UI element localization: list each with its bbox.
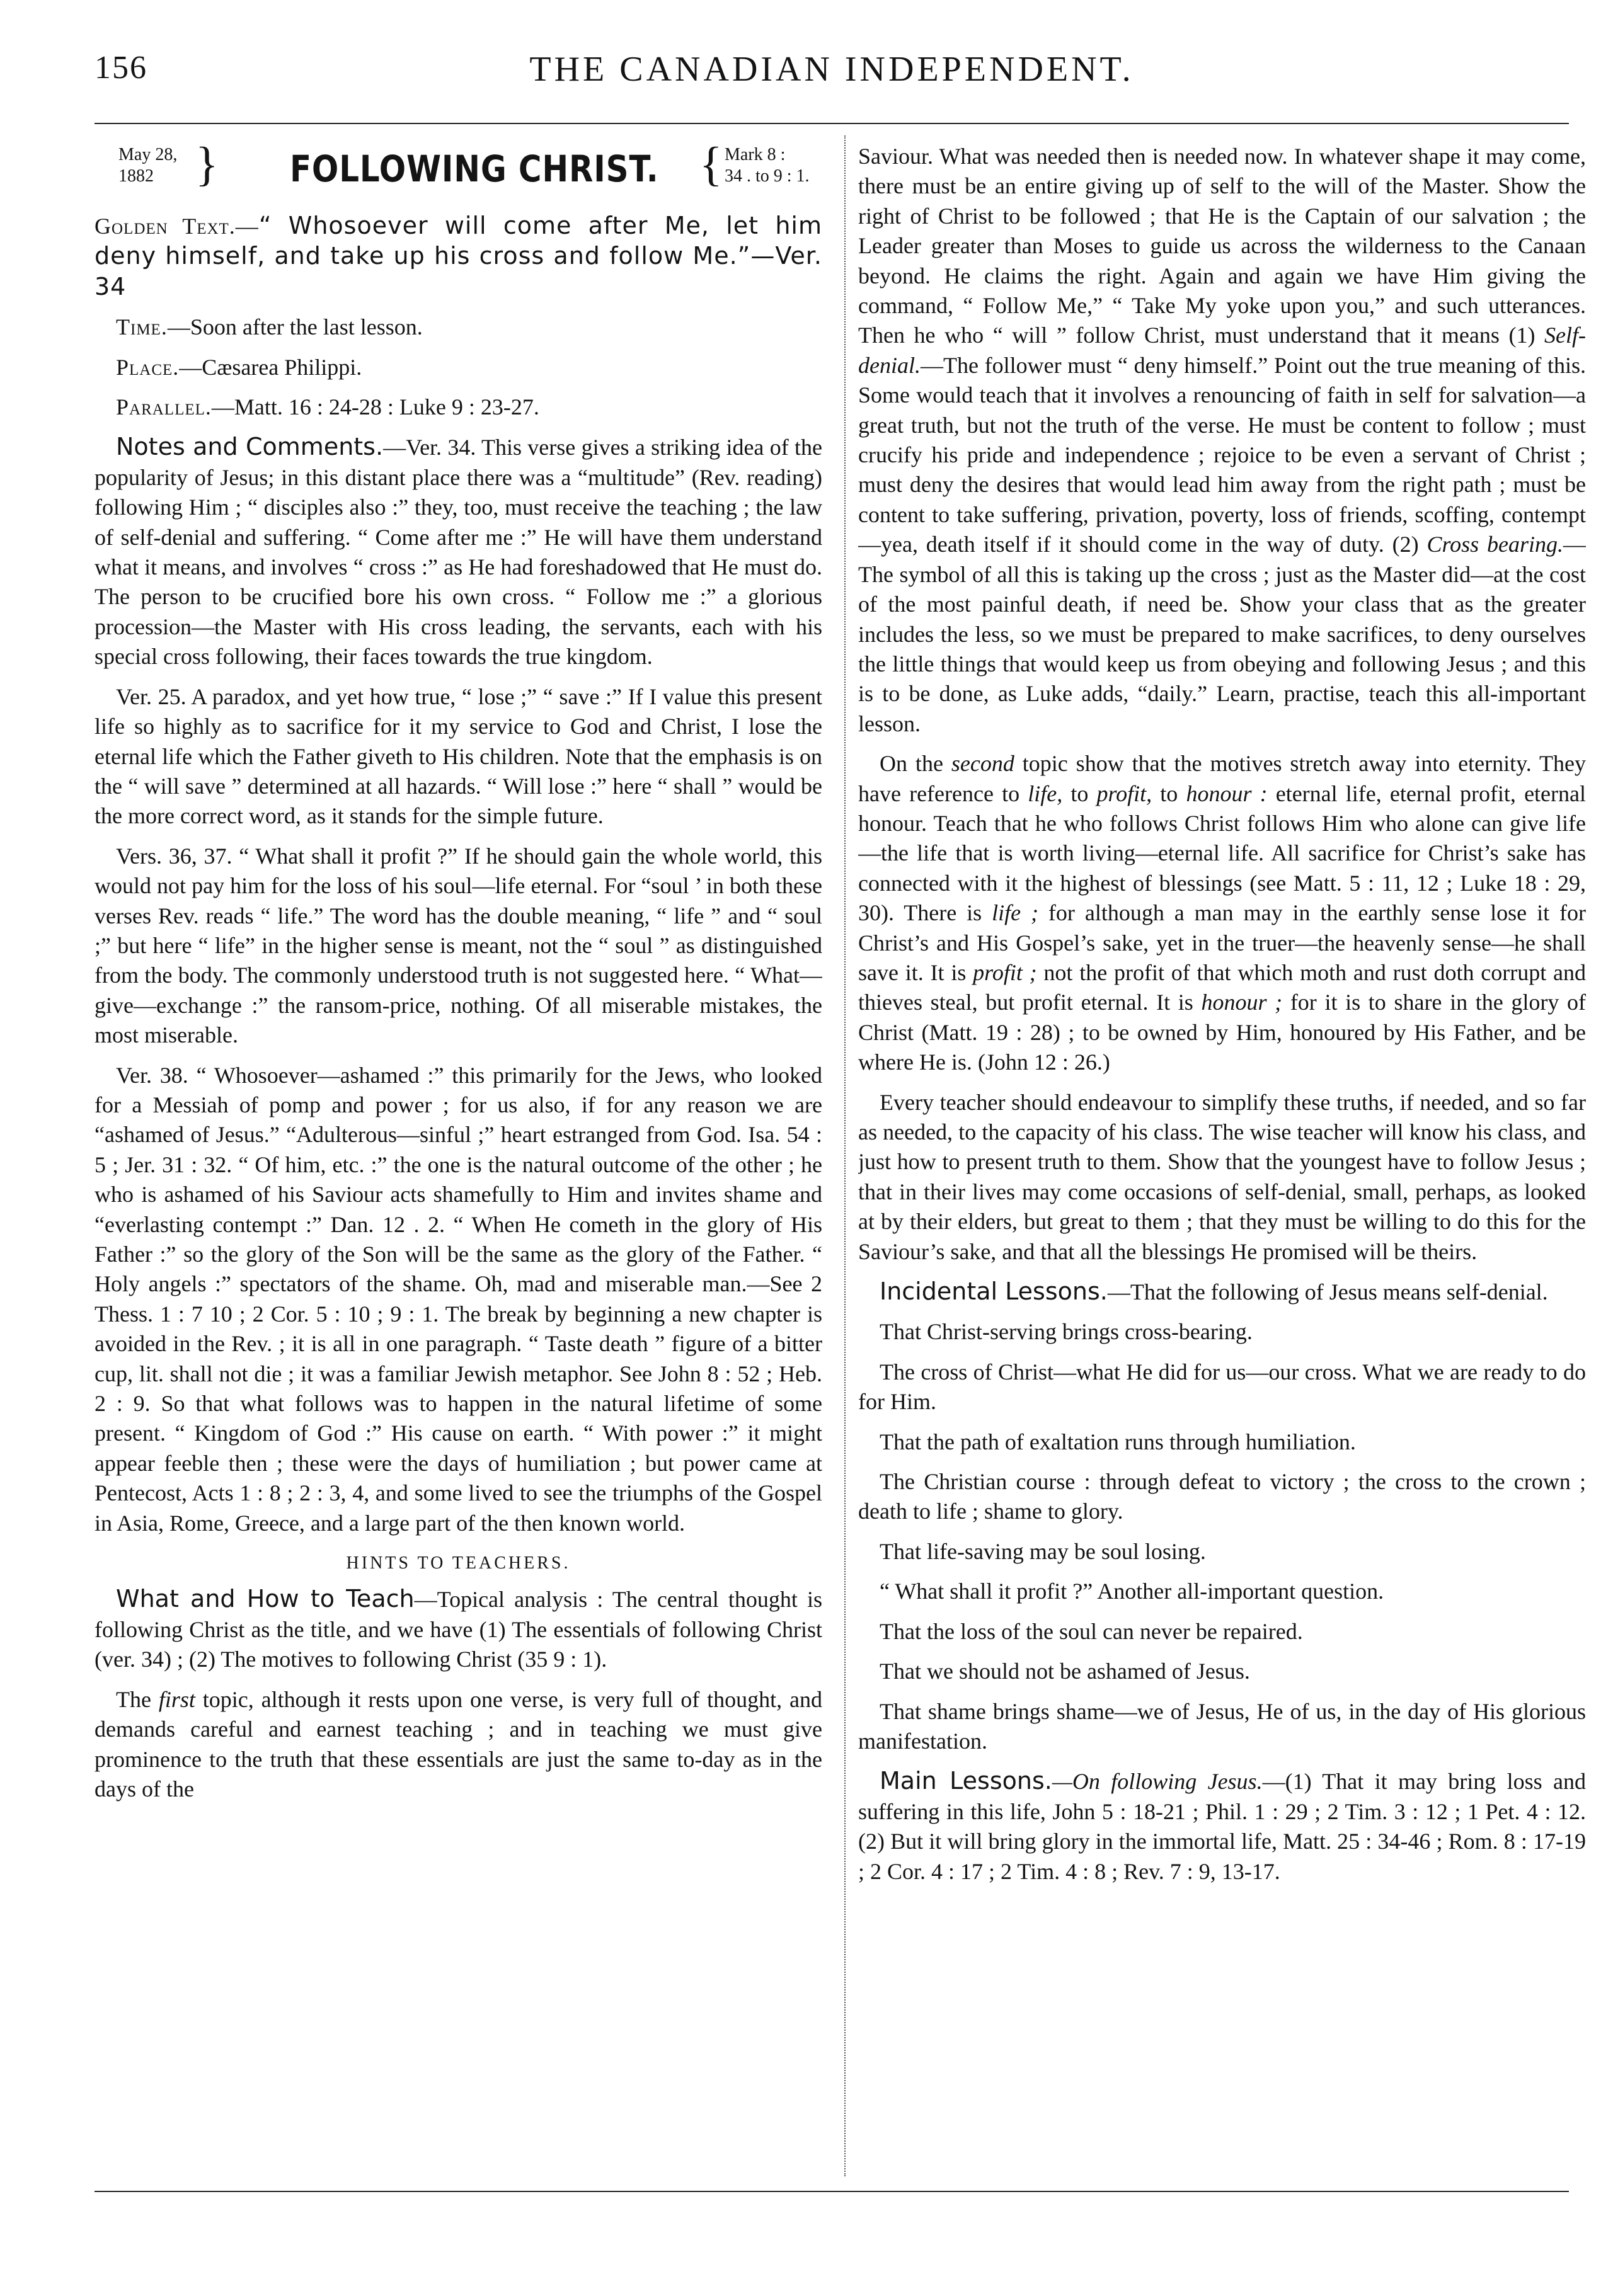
profit-em: profit,: [1096, 780, 1152, 806]
first-topic-pre: The: [116, 1686, 159, 1712]
time-label: Time.: [116, 314, 168, 340]
first-topic-text: topic, although it rests upon one verse, is very full of thought, and demands careful and earnest teaching ; and in teaching we must give prominence to the truth that these essentials are just the same to-day as in the days of the: [95, 1686, 822, 1802]
right-p2g: not the profit of that which moth and rust doth corrupt and thieves steal, but profit eternal. It is: [858, 959, 1586, 1015]
parallel-line: [95, 392, 822, 422]
page-number: 156: [95, 50, 147, 86]
time-text: —Soon after the last lesson.: [167, 314, 423, 340]
self-denial-em: Self-denial.: [858, 323, 1586, 378]
place-label: Place.: [116, 354, 180, 380]
list-item: “ What shall it profit ?” Another all-important question.: [880, 1579, 1384, 1604]
place-text: —Cæsarea Philippi.: [179, 354, 362, 380]
incidental-heading: Incidental Lessons.: [880, 1277, 1108, 1306]
lesson-ref-line1: Mark 8 :: [725, 145, 786, 164]
what-how-paragraph: [95, 1584, 822, 1674]
lesson-date: [118, 144, 177, 187]
golden-text: [95, 211, 822, 302]
main-lessons-text: —(1) That it may bring loss and suffering in this life, John 5 : 18-21 ; Phil. 1 : 29 ; 2 Tim. 3 : 12 ; 1 Pet. 4 : 12. (2) But it will bring glory in the immortal life, Matt. 25 : 34-46 ; Rom. 8 : 17-19 ; 2 Cor. 4 : 17 ; 2 Tim. 4 : 8 ; Rev. 7 : 9, 13-17.: [858, 1769, 1586, 1884]
incidental-list: [858, 1317, 1586, 1756]
incidental-first: —That the following of Jesus means self-denial.: [1107, 1279, 1548, 1305]
hints-heading: HINTS TO TEACHERS.: [346, 1553, 571, 1574]
notes-heading: Notes and Comments.: [116, 433, 384, 461]
right-brace: {: [699, 142, 723, 191]
lesson-date-line2: 1882: [118, 166, 154, 186]
what-how-text: —Topical analysis : The central thought is following Christ as the title, and we have (1) The essentials of following Christ (ver. 34) ; (2) The motives to following Christ (35 9 : 1).: [95, 1587, 822, 1672]
list-item: The Christian course : through defeat to victory ; the cross to the crown ; death to life ; shame to glory.: [858, 1469, 1586, 1524]
left-column: [95, 142, 822, 2179]
notes-paragraph-1: [95, 432, 822, 671]
list-item: That shame brings shame—we of Jesus, He of us, in the day of His glorious manifestation.: [858, 1698, 1586, 1754]
parallel-label: Parallel.: [116, 394, 212, 420]
right-p2a: On the: [880, 751, 951, 777]
footer-rule: [95, 2191, 1569, 2192]
golden-text-label: Golden Text.—: [95, 214, 259, 239]
list-item: That Christ-serving brings cross-bearing.: [880, 1319, 1253, 1345]
honour-em-2: honour ;: [1201, 990, 1283, 1015]
parallel-text: —Matt. 16 : 24-28 : Luke 9 : 23-27.: [211, 394, 539, 420]
right-column: [858, 142, 1586, 2179]
list-item: That we should not be ashamed of Jesus.: [880, 1659, 1250, 1684]
main-lessons-paragraph: [858, 1766, 1586, 1887]
right-p2f: for although a man may in the earthly sense lose it for Christ’s and His Gospel’s sake, yet in the truer—the heavenly sense—he shall save it. It is: [858, 900, 1586, 985]
notes-paragraph-2: Ver. 25. A paradox, and yet how true, “ lose ;” “ save :” If I value this present life so highly as to sacrifice for it my service to God and Christ, I lose the eternal life which the Father giveth to His children. Note that the emphasis is on the “ will save ” determined at all hazards. “ Will lose :” here “ shall ” would be the more correct word, as it stands for the simple future.: [95, 683, 822, 829]
what-how-heading: What and How to Teach: [116, 1585, 415, 1613]
right-paragraph-2: [858, 749, 1586, 1077]
right-paragraph-1: [858, 142, 1586, 739]
profit-em-2: profit ;: [973, 959, 1037, 985]
lesson-date-line1: May 28,: [118, 145, 178, 164]
right-p1c-text: —The symbol of all this is taking up the cross ; just as the Master did—at the cost of the most painful death, if need be. Show your class that as the greater includes the less, so we must be prepared to make sacrifices, to deny ourselves the little things that would keep us from obeying and following Jesus ; and this is to be done, as Luke adds, “daily.” Learn, practise, teach this all-important lesson.: [858, 532, 1586, 736]
right-p2c: to: [1062, 780, 1097, 806]
right-p2h: for it is to share in the glory of Christ (Matt. 19 : 28) ; to be owned by Him, honoured by His Father, and be where He is. (John 12 : 26.): [858, 990, 1586, 1075]
lesson-ref-line2: 34 . to 9 : 1.: [725, 166, 810, 186]
place-line: [95, 353, 822, 382]
list-item: That the loss of the soul can never be repaired.: [880, 1618, 1303, 1644]
list-item: That the path of exaltation runs through humiliation.: [880, 1429, 1356, 1454]
right-p1-text: Saviour. What was needed then is needed now. In whatever shape it may come, there must be an entire giving up of self to the will of the Master. Show the right of Christ to be followed ; that He is the Captain of our salvation ; the Leader greater than Moses to guide us across the wilderness to the Canaan beyond. He claims the right. Again and again we have Him giving the command, “ Follow Me,” “ Take My yoke upon you,” and such utterances. Then he who “ will ” follow Christ, must understand that it means (1): [858, 144, 1586, 348]
page-header: [95, 45, 1569, 96]
list-item: That life-saving may be soul losing.: [880, 1538, 1206, 1564]
time-line: [95, 312, 822, 342]
notes-paragraph-4: Ver. 38. “ Whosoever—ashamed :” this primarily for the Jews, who looked for a Messiah of pomp and power ; for us also, if for any reason we are “ashamed of Jesus.” “Adulterous—sinful ;” heart estranged from God. Isa. 54 : 5 ; Jer. 31 : 32. “ Of him, etc. :” the one is the natural outcome of the other ; he who is ashamed of his Saviour acts shamefully to Him and invites shame and “everlasting contempt :” Dan. 12 . 2. “ When He cometh in the glory of His Father :” so the glory of the Son will be the same as the glory of the Father. “ Holy angels :” spectators of the shame. Oh, mad and miserable man.—See 2 Thess. 1 : 7 10 ; 2 Cor. 5 : 10 ; 9 : 1. The break by beginning a new chapter is avoided in the Rev. ; it is all in one paragraph. “ Taste death ” figure of a bitter cup, lit. shall not die ; it was a familiar Jewish metaphor. See John 8 : 52 ; Heb. 2 : 9. So that what follows was to happen in the natural lifetime of some present. “ Kingdom of God :” His cause on earth. “ With power :” it might appear feeble then ; these were the days of humiliation ; but power came at Pentecost, Acts 1 : 8 ; 2 : 3, 4, and some lived to see the triumphs of the Gospel in Asia, Rome, Greece, and a large part of the then known world.: [95, 1062, 822, 1536]
lesson-heading: [95, 142, 822, 211]
main-lessons-heading: Main Lessons.: [880, 1767, 1052, 1795]
incidental-lessons-paragraph: [858, 1277, 1586, 1307]
right-p1b-text: —The follower must “ deny himself.” Point out the true meaning of this. Some would teach that it involves a renouncing of faith in self for salvation—a great truth, but not the truth of the verse. He must be content to follow ; must crucify his pride and independence ; rejoice to be even a servant of Christ ; must deny the desires that would lead him away from the right path ; must be content to take suffering, privation, poverty, loss of friends, scoffing, contempt—yea, death itself if it should come in the way of duty. (2): [858, 352, 1586, 557]
right-p2b: topic show that the motives stretch away into eternity. They have reference to: [858, 751, 1586, 806]
notes-paragraph-3: Vers. 36, 37. “ What shall it profit ?” If he should gain the whole world, this would not pay him for the loss of his soul—life eternal. For “soul ’ in both these verses Rev. reads “ life.” The word has the double meaning, “ life ” and “ soul ;” but here “ life” in the higher sense is meant, not the “ soul ” as distinguished from the body. The commonly understood truth is not suggested here. “ What—give—exchange :” the ransom-price, nothing. Of all miserable mistakes, the most miserable.: [95, 843, 822, 1048]
life-em-2: life ;: [992, 900, 1038, 926]
right-p2e: eternal life, eternal profit, eternal honour. Teach that he who follows Christ follows Him who alone can give life—the life that is worth living—eternal life. All sacrifice for Christ’s sake has connected with it the highest of blessings (see Matt. 5 : 11, 12 ; Luke 18 : 29, 30). There is: [858, 780, 1586, 926]
right-paragraph-3: Every teacher should endeavour to simplify these truths, if needed, and so far as needed, to the capacity of his class. The wise teacher will know his class, and just how to present truth to them. Show that the youngest have to follow Jesus ; that in their lives may come occasions of self-denial, small, perhaps, as looked at by their elders, but great to them ; that they must be willing to do this for the Saviour’s sake, and that all the blessings He promised will be theirs.: [858, 1089, 1586, 1264]
cross-bearing-em: Cross bearing.: [1426, 532, 1564, 557]
second-em: second: [951, 751, 1014, 777]
life-em: life,: [1028, 780, 1063, 806]
main-lessons-em: —On following Jesus.: [1052, 1769, 1263, 1795]
lesson-reference: [725, 144, 810, 187]
first-topic-em: first: [158, 1686, 195, 1712]
journal-title: THE CANADIAN INDEPENDENT.: [529, 50, 1134, 89]
header-rule: [95, 123, 1569, 124]
golden-text-body: “ Whosoever will come after Me, let him deny himself, and take up his cross and follow Me.”—Ver. 34: [95, 212, 822, 300]
notes-text-1: —Ver. 34. This verse gives a striking idea of the popularity of Jesus; in this distant place there was a “multitude” (Rev. reading) following Him ; “ disciples also :” they, too, must receive the teaching ; the law of self-denial and suffering. “ Come after me :” He will have them understand what it means, and involves “ cross :” as He had foreshadowed that He must do. The person to be crucified bore his own cross. “ Follow me :” a glorious procession—the Master with His cross leading, the servants, each with his special cross following, their faces towards the true kingdom.: [95, 435, 822, 670]
right-p2d: to: [1152, 780, 1186, 806]
first-topic-paragraph: [95, 1685, 822, 1805]
lesson-title: FOLLOWING CHRIST.: [290, 147, 659, 190]
list-item: The cross of Christ—what He did for us—our cross. What we are ready to do for Him.: [858, 1359, 1586, 1415]
column-divider: [844, 135, 846, 2176]
left-brace: }: [195, 142, 219, 191]
honour-em: honour :: [1186, 780, 1268, 806]
